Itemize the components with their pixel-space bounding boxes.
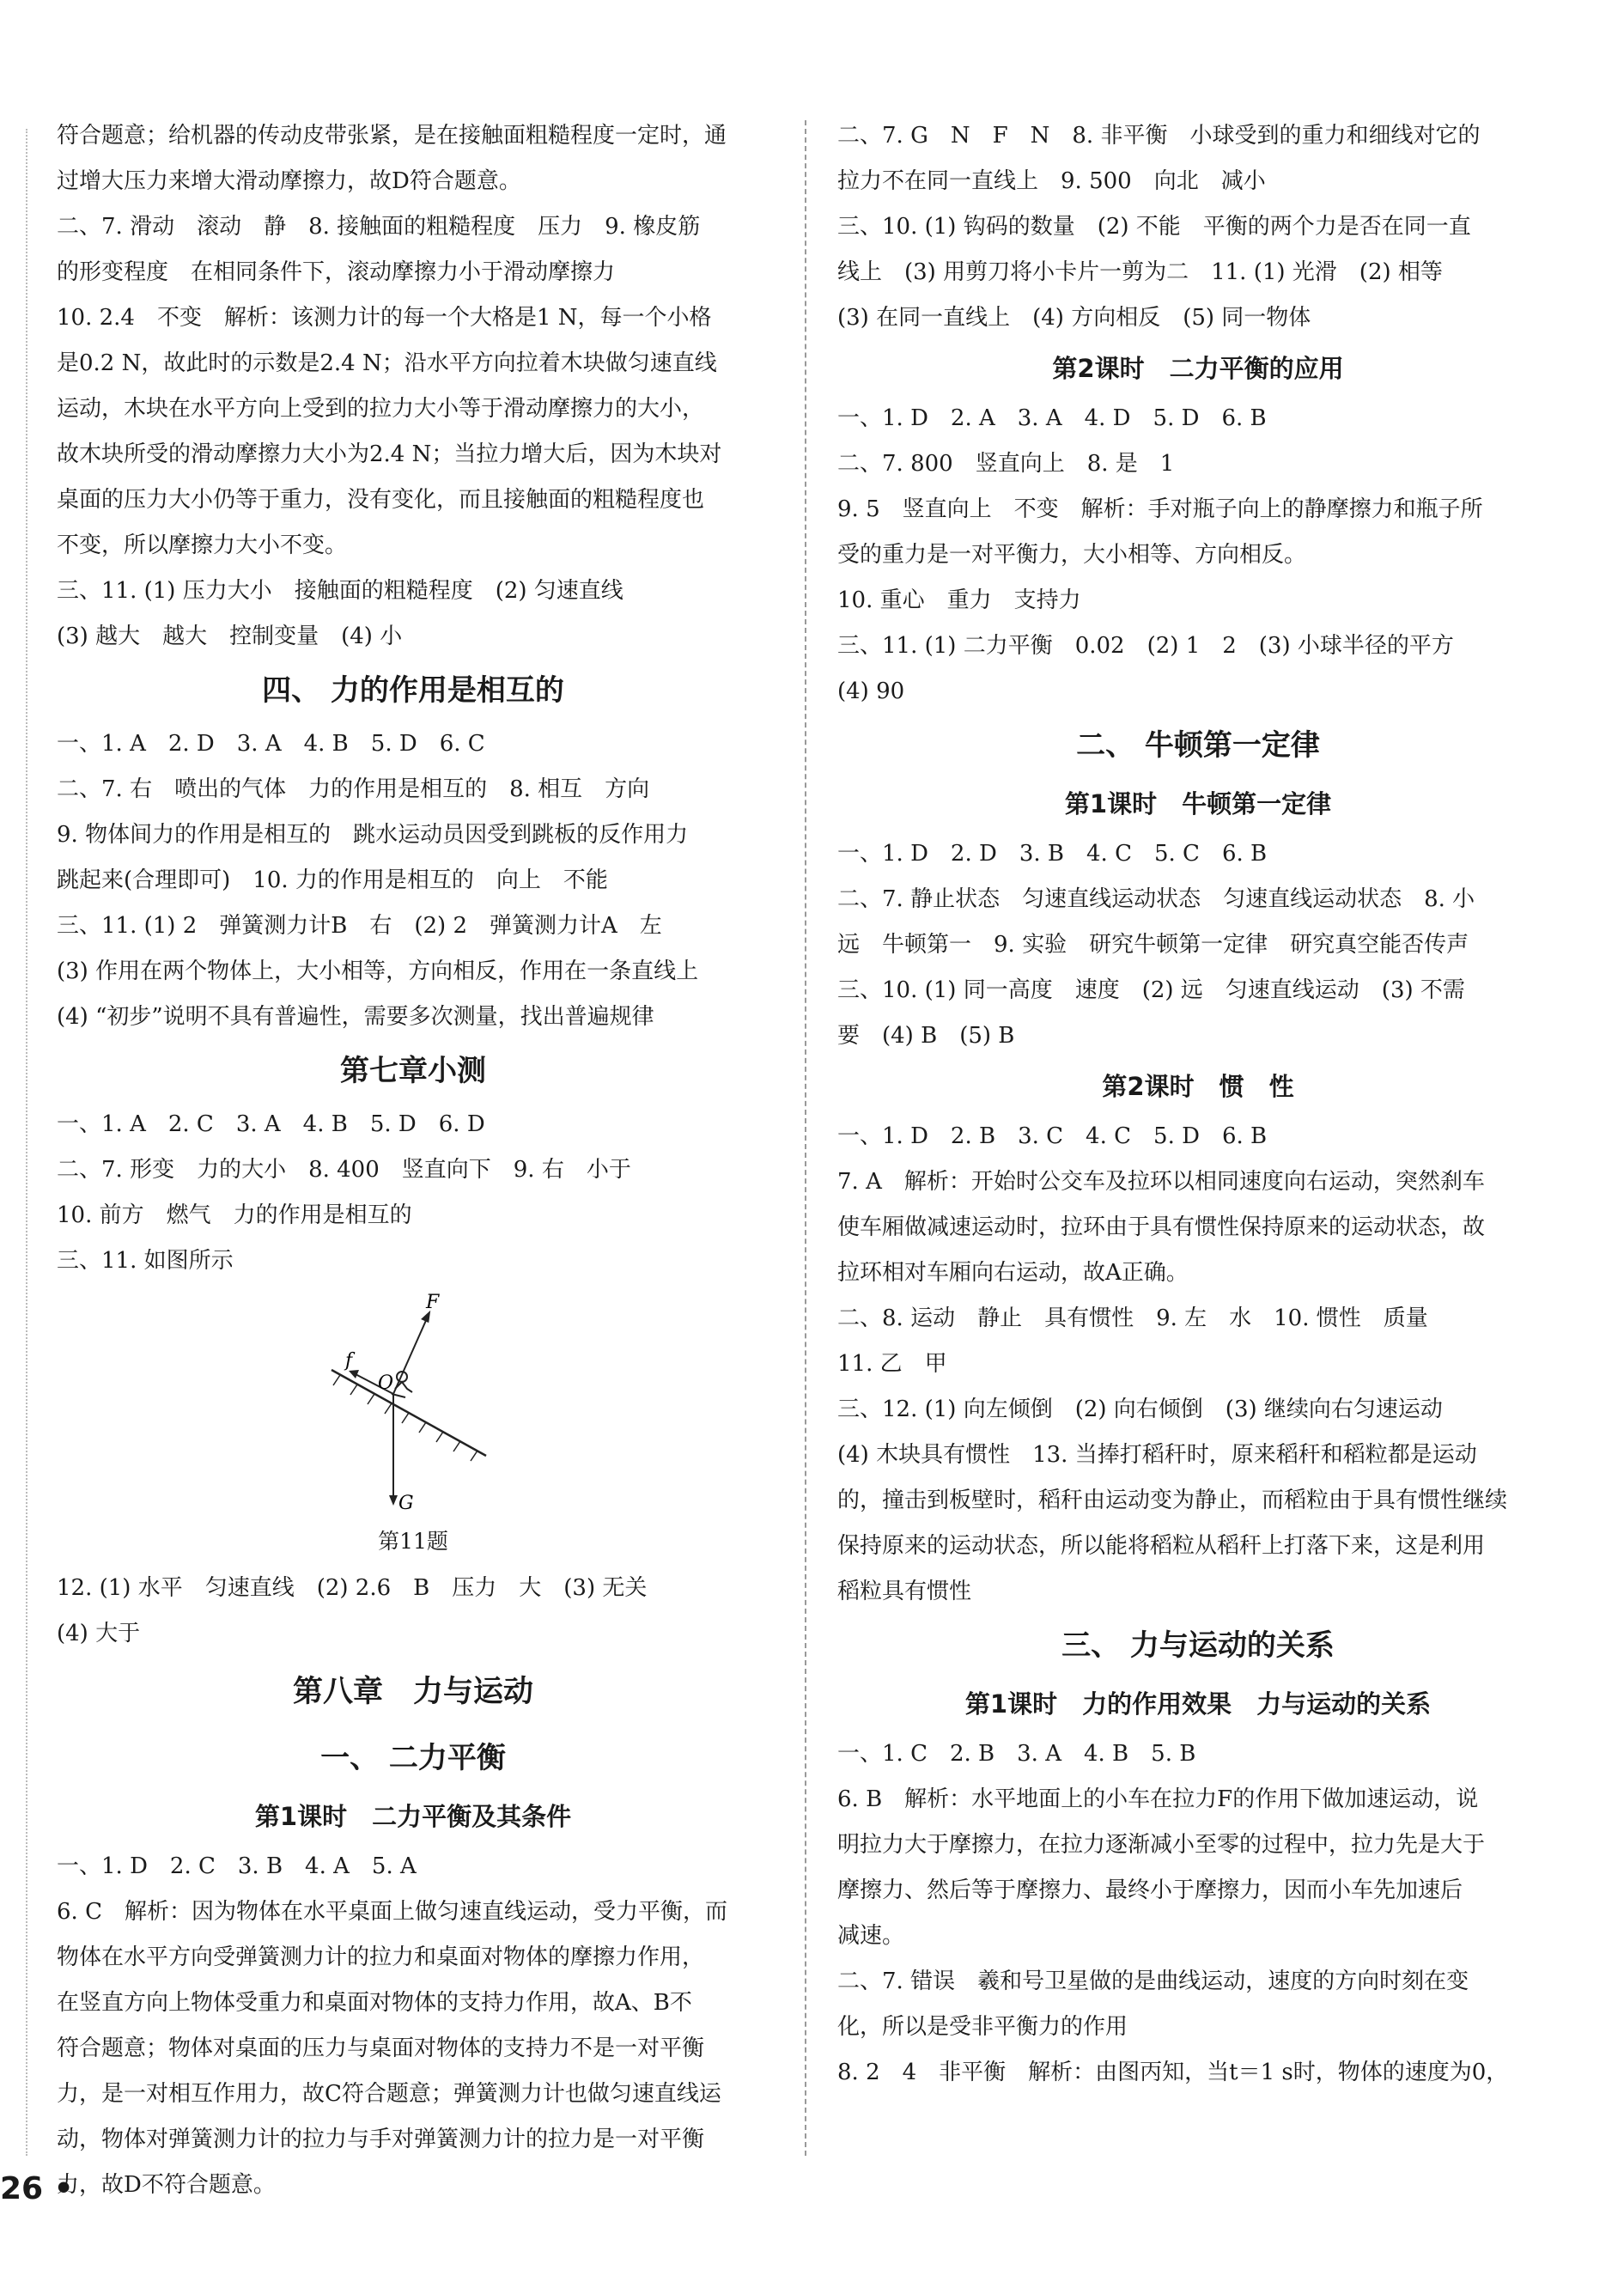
text-line: 故木块所受的滑动摩擦力大小为2.4 N；当拉力增大后，因为木块对 <box>57 441 722 467</box>
section-title: 三、 力与运动的关系 <box>1061 1628 1335 1663</box>
text-line: 一、1. D 2. C 3. B 4. A 5. A <box>57 1853 417 1879</box>
text-line: 力，是一对相互作用力，故C符合题意；弹簧测力计也做匀速直线运 <box>57 2081 721 2107</box>
text-line: 符合题意；给机器的传动皮带张紧，是在接触面粗糙程度一定时，通 <box>57 123 727 149</box>
text-line: 线上 (3) 用剪刀将小卡片一剪为二 11. (1) 光滑 (2) 相等 <box>837 259 1443 285</box>
text-line: 远 牛顿第一 9. 实验 研究牛顿第一定律 研究真空能否传声 <box>837 932 1469 958</box>
text-line: 10. 2.4 不变 解析：该测力计的每一个大格是1 N，每一个小格 <box>57 305 712 331</box>
text-line: 二、7. 右 喷出的气体 力的作用是相互的 8. 相互 方向 <box>57 776 650 802</box>
text-line: 符合题意；物体对桌面的压力与桌面对物体的支持力不是一对平衡 <box>57 2036 705 2061</box>
label-f: f <box>345 1350 353 1372</box>
force-diagram <box>323 1284 495 1524</box>
text-line: 一、1. A 2. D 3. A 4. B 5. D 6. C <box>57 731 485 757</box>
text-line: 6. C 解析：因为物体在水平桌面上做匀速直线运动，受力平衡，而 <box>57 1899 727 1925</box>
lesson-title: 第1课时 牛顿第一定律 <box>1064 789 1332 818</box>
text-line: 二、7. 静止状态 匀速直线运动状态 匀速直线运动状态 8. 小 <box>837 886 1475 912</box>
text-line: 摩擦力、然后等于摩擦力、最终小于摩擦力，因而小车先加速后 <box>837 1877 1463 1903</box>
text-line: 二、7. 形变 力的大小 8. 400 竖直向下 9. 右 小于 <box>57 1157 631 1183</box>
incline-surface <box>331 1370 486 1461</box>
text-line: 三、11. (1) 2 弹簧测力计B 右 (2) 2 弹簧测力计A 左 <box>57 913 662 939</box>
text-line: 过增大压力来增大滑动摩擦力，故D符合题意。 <box>57 168 521 194</box>
text-line: 二、7. 800 竖直向上 8. 是 1 <box>837 451 1175 477</box>
text-line: 三、10. (1) 钩码的数量 (2) 不能 平衡的两个力是否在同一直 <box>837 214 1471 240</box>
text-line: 拉环相对车厢向右运动，故A正确。 <box>837 1260 1189 1286</box>
text-line: (3) 作用在两个物体上，大小相等，方向相反，作用在一条直线上 <box>57 958 699 984</box>
text-line: 稻粒具有惯性 <box>837 1579 972 1604</box>
text-line: 11. 乙 甲 <box>837 1351 947 1377</box>
text-line: 三、11. 如图所示 <box>57 1248 234 1274</box>
text-line: 的形变程度 在相同条件下，滚动摩擦力小于滑动摩擦力 <box>57 259 616 285</box>
text-line: 的，撞击到板壁时，稻秆由运动变为静止，而稻粒由于具有惯性继续 <box>837 1488 1508 1513</box>
section-title: 一、 二力平衡 <box>320 1741 506 1775</box>
left-column <box>57 113 769 2208</box>
text-line: 受的重力是一对平衡力，大小相等、方向相反。 <box>837 542 1307 568</box>
text-line: 拉力不在同一直线上 9. 500 向北 减小 <box>837 168 1266 194</box>
section-title: 二、 牛顿第一定律 <box>1076 728 1320 763</box>
lesson-title: 第2课时 惯 性 <box>1102 1072 1294 1101</box>
text-line: (4) 90 <box>837 679 905 704</box>
text-line: 一、1. D 2. D 3. B 4. C 5. C 6. B <box>837 841 1268 867</box>
label-F: F <box>426 1292 440 1313</box>
text-line: 10. 前方 燃气 力的作用是相互的 <box>57 1202 412 1228</box>
lesson-title: 第1课时 二力平衡及其条件 <box>254 1802 572 1831</box>
text-line: 二、7. 滑动 滚动 静 8. 接触面的粗糙程度 压力 9. 橡皮筋 <box>57 214 701 240</box>
figure-caption: 第11题 <box>378 1529 448 1554</box>
text-line: 7. A 解析：开始时公交车及拉环以相同速度向右运动，突然刹车 <box>837 1169 1485 1195</box>
text-line: 力，故D不符合题意。 <box>57 2172 276 2198</box>
text-line: 二、7. G N F N 8. 非平衡 小球受到的重力和细线对它的 <box>837 123 1481 149</box>
text-line: 二、8. 运动 静止 具有惯性 9. 左 水 10. 惯性 质量 <box>837 1305 1428 1331</box>
right-column <box>837 113 1559 2096</box>
text-line: 二、7. 错误 羲和号卫星做的是曲线运动，速度的方向时刻在变 <box>837 1969 1469 1994</box>
section-title: 第七章小测 <box>340 1054 486 1088</box>
text-line: 明拉力大于摩擦力，在拉力逐渐减小至零的过程中，拉力先是大于 <box>837 1832 1486 1858</box>
force-G-arrow <box>389 1394 398 1506</box>
lesson-title: 第1课时 力的作用效果 力与运动的关系 <box>964 1689 1432 1719</box>
text-line: 三、12. (1) 向左倾倒 (2) 向右倾倒 (3) 继续向右匀速运动 <box>837 1397 1443 1422</box>
text-line: (4) 木块具有惯性 13. 当捧打稻秆时，原来稻秆和稻粒都是运动 <box>837 1442 1477 1468</box>
text-line: 一、1. C 2. B 3. A 4. B 5. B <box>837 1741 1196 1767</box>
text-line: 桌面的压力大小仍等于重力，没有变化，而且接触面的粗糙程度也 <box>57 487 705 513</box>
text-line: 减速。 <box>837 1923 905 1949</box>
margin-guide <box>26 129 27 2156</box>
lesson-title: 第2课时 二力平衡的应用 <box>1052 354 1344 383</box>
figure-11 <box>57 1284 769 1524</box>
label-G: G <box>398 1493 414 1514</box>
text-line: (4) “初步”说明不具有普遍性，需要多次测量，找出普遍规律 <box>57 1004 654 1030</box>
text-line: 一、1. D 2. A 3. A 4. D 5. D 6. B <box>837 405 1267 431</box>
text-line: 8. 2 4 非平衡 解析：由图丙知，当t＝1 s时，物体的速度为0， <box>837 2060 1509 2085</box>
force-F-arrow <box>393 1308 434 1394</box>
text-line: 是0.2 N，故此时的示数是2.4 N；沿水平方向拉着木块做匀速直线 <box>57 350 717 376</box>
column-divider <box>805 120 806 2156</box>
text-line: 6. B 解析：水平地面上的小车在拉力F的作用下做加速运动，说 <box>837 1786 1479 1812</box>
chapter-title: 第八章 力与运动 <box>292 1675 533 1709</box>
text-line: 物体在水平方向受弹簧测力计的拉力和桌面对物体的摩擦力作用， <box>57 1944 705 1970</box>
section-title: 四、 力的作用是相互的 <box>262 673 564 708</box>
text-line: (3) 越大 越大 控制变量 (4) 小 <box>57 624 403 649</box>
text-line: 一、1. A 2. C 3. A 4. B 5. D 6. D <box>57 1111 485 1137</box>
text-line: 要 (4) B (5) B <box>837 1023 1015 1049</box>
text-line: 一、1. D 2. B 3. C 4. C 5. D 6. B <box>837 1123 1268 1149</box>
text-line: (3) 在同一直线上 (4) 方向相反 (5) 同一物体 <box>837 305 1311 331</box>
text-line: 三、10. (1) 同一高度 速度 (2) 远 匀速直线运动 (3) 不需 <box>837 977 1465 1003</box>
text-line: (4) 大于 <box>57 1621 141 1646</box>
text-line: 9. 物体间力的作用是相互的 跳水运动员因受到跳板的反作用力 <box>57 822 689 848</box>
text-line: 三、11. (1) 压力大小 接触面的粗糙程度 (2) 匀速直线 <box>57 578 623 604</box>
text-line: 动，物体对弹簧测力计的拉力与手对弹簧测力计的拉力是一对平衡 <box>57 2127 705 2152</box>
page-number: 26 • <box>0 2171 74 2206</box>
text-line: 在竖直方向上物体受重力和桌面对物体的支持力作用，故A、B不 <box>57 1990 692 2016</box>
text-line: 保持原来的运动状态，所以能将稻粒从稻秆上打落下来，这是利用 <box>837 1533 1486 1559</box>
text-line: 12. (1) 水平 匀速直线 (2) 2.6 B 压力 大 (3) 无关 <box>57 1575 648 1601</box>
text-line: 使车厢做减速运动时，拉环由于具有惯性保持原来的运动状态，故 <box>837 1214 1486 1240</box>
text-line: 9. 5 竖直向上 不变 解析：手对瓶子向上的静摩擦力和瓶子所 <box>837 496 1483 522</box>
text-line: 运动，木块在水平方向上受到的拉力大小等于滑动摩擦力的大小， <box>57 396 705 422</box>
text-line: 三、11. (1) 二力平衡 0.02 (2) 1 2 (3) 小球半径的平方 <box>837 633 1454 659</box>
text-line: 化，所以是受非平衡力的作用 <box>837 2014 1128 2040</box>
text-line: 不变，所以摩擦力大小不变。 <box>57 532 348 558</box>
text-line: 跳起来(合理即可) 10. 力的作用是相互的 向上 不能 <box>57 867 608 893</box>
text-line: 10. 重心 重力 支持力 <box>837 587 1081 613</box>
label-O: O <box>378 1372 394 1394</box>
